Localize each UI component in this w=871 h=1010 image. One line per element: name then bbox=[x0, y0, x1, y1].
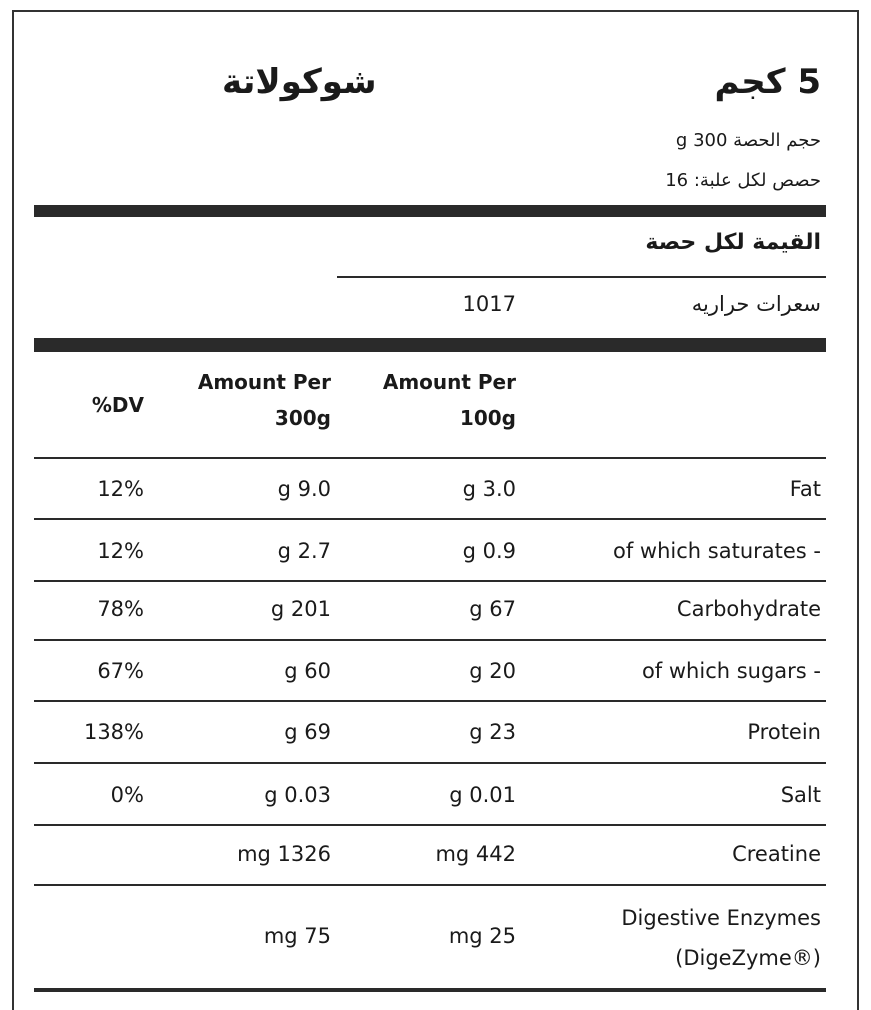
row-label-enzymes bbox=[521, 898, 821, 978]
header-per300-line2: 300g bbox=[274, 406, 331, 430]
row-per300-saturates: g 2.7 bbox=[277, 539, 331, 563]
calories-label: سعرات حراريه bbox=[691, 292, 821, 316]
row-per100-sugars: g 20 bbox=[469, 659, 516, 683]
row-per100-salt: g 0.01 bbox=[449, 783, 516, 807]
serving-size: حجم الحصة 300 g bbox=[675, 130, 821, 151]
row-label-saturates: of which saturates - bbox=[613, 539, 821, 563]
row-per300-salt: g 0.03 bbox=[264, 783, 331, 807]
row-dv-salt: 0% bbox=[110, 783, 144, 807]
thick-divider-middle bbox=[34, 338, 826, 352]
row-divider bbox=[34, 762, 826, 764]
row-per100-carbohydrate: g 67 bbox=[469, 597, 516, 621]
row-per100-creatine: mg 442 bbox=[435, 842, 516, 866]
enzymes-label-line2: (DigeZyme®) bbox=[675, 946, 821, 970]
thick-divider-bottom bbox=[34, 988, 826, 992]
row-dv-protein: 138% bbox=[83, 720, 144, 744]
row-label-protein: Protein bbox=[747, 720, 821, 744]
product-flavor: شوكولاتة bbox=[222, 62, 377, 102]
row-dv-sugars: 67% bbox=[97, 659, 144, 683]
row-divider bbox=[34, 884, 826, 886]
per-serving-divider bbox=[337, 276, 826, 278]
row-label-salt: Salt bbox=[780, 783, 821, 807]
header-per100 bbox=[383, 364, 516, 436]
header-per300-line1: Amount Per bbox=[197, 370, 331, 394]
row-dv-carbohydrate: 78% bbox=[97, 597, 144, 621]
row-per100-saturates: g 0.9 bbox=[462, 539, 516, 563]
header-per100-line2: 100g bbox=[459, 406, 516, 430]
row-per100-fat: g 3.0 bbox=[462, 477, 516, 501]
row-dv-saturates: 12% bbox=[97, 539, 144, 563]
row-per100-enzymes: mg 25 bbox=[448, 924, 516, 948]
row-per300-protein: g 69 bbox=[284, 720, 331, 744]
row-per300-fat: g 9.0 bbox=[277, 477, 331, 501]
row-divider bbox=[34, 518, 826, 520]
row-dv-fat: 12% bbox=[97, 477, 144, 501]
row-per300-enzymes: mg 75 bbox=[263, 924, 331, 948]
enzymes-label-line1: Digestive Enzymes bbox=[621, 906, 821, 930]
row-per300-carbohydrate: g 201 bbox=[270, 597, 331, 621]
row-per300-sugars: g 60 bbox=[284, 659, 331, 683]
thick-divider-top bbox=[34, 205, 826, 217]
row-label-sugars: of which sugars - bbox=[641, 659, 821, 683]
header-per100-line1: Amount Per bbox=[382, 370, 516, 394]
per-serving-title: القيمة لكل حصة bbox=[645, 230, 821, 255]
row-per300-creatine: mg 1326 bbox=[237, 842, 331, 866]
row-per100-protein: g 23 bbox=[469, 720, 516, 744]
header-dv: %DV bbox=[91, 393, 144, 417]
calories-value: 1017 bbox=[462, 292, 516, 316]
row-divider bbox=[34, 457, 826, 459]
row-divider bbox=[34, 639, 826, 641]
row-divider bbox=[34, 824, 826, 826]
row-divider bbox=[34, 700, 826, 702]
header-per300 bbox=[198, 364, 331, 436]
row-label-creatine: Creatine bbox=[732, 842, 821, 866]
row-label-fat: Fat bbox=[789, 477, 821, 501]
row-label-carbohydrate: Carbohydrate bbox=[676, 597, 821, 621]
product-size: 5 كجم bbox=[714, 62, 821, 102]
servings-per-container: حصص لكل علبة: 16 bbox=[665, 170, 821, 191]
row-divider bbox=[34, 580, 826, 582]
